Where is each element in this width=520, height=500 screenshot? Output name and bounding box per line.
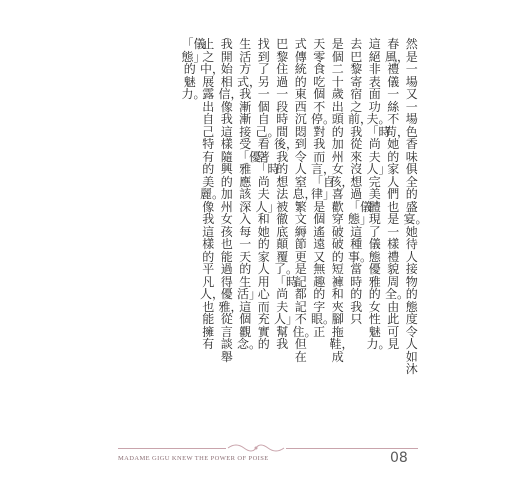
text-column: 去巴黎寄宿之前，我從來沒想過「儀態」這種事。當時的我只 [348,37,373,326]
text-column: 止之中，展露出自己特有的美麗。像我這樣的平凡人，也能擁有 [200,37,225,351]
text-column: 找到了另一個自己。看著「時尚夫人」和她的家人用心而充實的 [255,37,280,351]
footer-ornament-icon [226,442,286,454]
text-column: 式傳統的東西沉悶到令人窒息，繁文縟節更是記都記不住。但在 [292,37,317,364]
text-column: 春風，禮儀一絲不苟，她的家人們也是一樣禮貌周全。由此可見 [385,37,410,351]
text-column: 這絕非表面功夫。「時尚夫人」完美體現了儀態優雅的女性魅力。 [366,37,391,351]
text-column: 「儀態」的魅力。 [181,37,206,101]
text-column: 生活方式，我漸漸接受「優雅應該深入每一天的生活」這個觀念。 [237,37,262,351]
text-column: 然是一場又一場色香味俱全的盛宴。她待人接物的態度令人如沐 [403,37,428,376]
page-number: 08 [390,450,408,466]
vertical-text-body [158,37,428,376]
text-column: 我開始相信，像我這樣隨興的加州女孩也能過得優雅，從言談舉 [218,37,243,364]
text-column: 是個二十歲出頭的加州女孩，喜歡穿破破的短褲和夾腳拖鞋，成 [329,37,354,364]
text-column: 巴黎住過一段時間後，我的想法被徹底顛覆了。「時尚夫人」幫我 [274,37,299,351]
running-footer-title: MADAME GIGU KNEW THE POWER OF POISE [118,455,269,462]
text-column: 天零食吃個不停。對我而言，「自律」是個遙遠又無趣的字眼。正 [311,37,336,339]
